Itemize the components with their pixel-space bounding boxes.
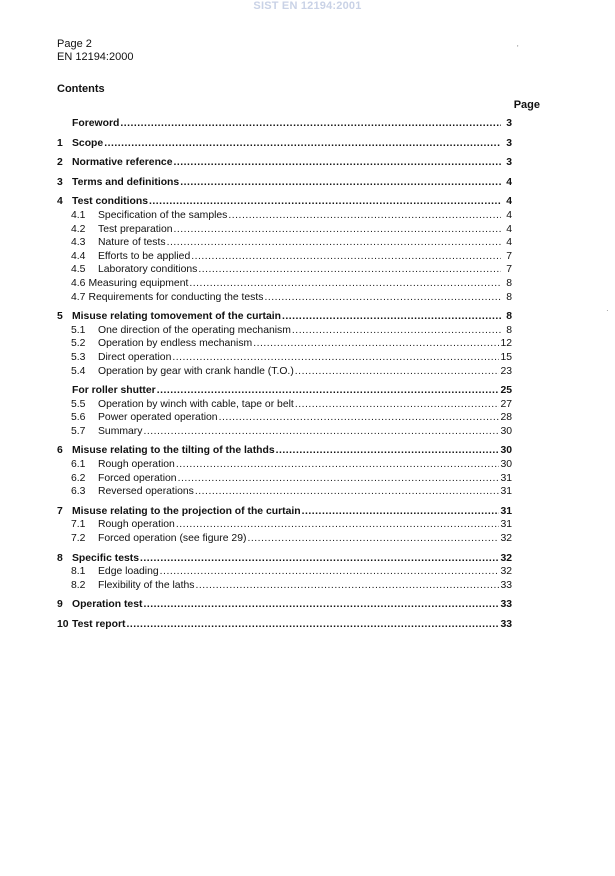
toc-entry-number: 5.4 xyxy=(71,365,86,377)
toc-leader-dots xyxy=(157,384,500,398)
toc-entry-page: 4 xyxy=(506,237,512,249)
toc-entry-number: 6.3 xyxy=(71,486,86,498)
toc-leader-dots xyxy=(104,137,501,151)
toc-entry-number: 5.1 xyxy=(71,324,86,336)
toc-entry-title: Efforts to be applied xyxy=(98,250,191,262)
toc-entry-title: Direct operation xyxy=(98,351,172,363)
toc-entry-number xyxy=(57,117,72,131)
toc-entry-title: Operation test xyxy=(72,599,143,611)
toc-leader-dots xyxy=(172,351,499,365)
toc-entry-title: Nature of tests xyxy=(98,237,166,249)
toc-entry-number: 2 xyxy=(57,157,63,169)
toc-subsection-entry[interactable] xyxy=(57,291,512,305)
toc-section-entry[interactable] xyxy=(57,598,512,612)
toc-entry-number: 4.7 xyxy=(71,291,86,303)
toc-leader-dots xyxy=(295,365,500,379)
toc-entry-number: 6 xyxy=(57,445,63,457)
toc-entry-page: 27 xyxy=(500,398,512,410)
contents-title: Contents xyxy=(57,83,105,95)
toc-entry-number: 3 xyxy=(57,176,63,188)
toc-entry-title: Misuse relating tomovement of the curtain xyxy=(72,311,281,323)
toc-leader-dots xyxy=(174,223,501,237)
toc-entry-page: 32 xyxy=(500,552,512,564)
toc-entry-number: 5.6 xyxy=(71,412,86,424)
toc-entry-page: 3 xyxy=(506,157,512,169)
toc-subsection-entry[interactable] xyxy=(57,365,512,379)
toc-entry-title: One direction of the operating mechanism xyxy=(98,324,291,336)
toc-subsection-entry[interactable] xyxy=(57,236,512,250)
toc-entry-title: Test report xyxy=(72,619,126,630)
toc-leader-dots xyxy=(295,398,500,412)
toc-section-entry[interactable] xyxy=(57,195,512,209)
toc-entry-number: 4.2 xyxy=(71,223,86,235)
toc-entry-title: Specification of the samples xyxy=(98,209,228,221)
toc-entry-number: 4.6 xyxy=(71,277,86,289)
toc-subsection-entry[interactable] xyxy=(57,411,512,425)
toc-leader-dots xyxy=(282,310,501,324)
toc-subsection-entry[interactable] xyxy=(57,337,512,351)
toc-entry-number: 5.7 xyxy=(71,425,86,437)
toc-leader-dots xyxy=(143,425,499,439)
toc-entry-number: 4.4 xyxy=(71,250,86,262)
toc-leader-dots xyxy=(149,195,501,209)
toc-entry-number xyxy=(57,384,72,398)
toc-entry-page: 3 xyxy=(506,137,512,149)
toc-subsection-entry[interactable] xyxy=(57,250,512,264)
toc-section-entry[interactable] xyxy=(57,176,512,190)
toc-leader-dots xyxy=(228,209,501,223)
toc-leader-dots xyxy=(247,532,499,546)
toc-entry-page: 3 xyxy=(506,118,512,129)
toc-entry-title: Test conditions xyxy=(72,196,149,208)
toc-section-entry[interactable] xyxy=(57,137,512,151)
toc-entry-page: 31 xyxy=(500,505,512,517)
toc-entry-title: Misuse relating to the tilting of the lathds xyxy=(72,445,275,457)
toc-entry-page: 33 xyxy=(500,579,512,591)
toc-leader-dots xyxy=(160,565,500,579)
toc-section-entry[interactable] xyxy=(57,384,512,398)
toc-entry-page: 30 xyxy=(500,445,512,457)
toc-entry-title: Operation by winch with cable, tape or belt xyxy=(98,398,294,410)
toc-entry-number: 8.1 xyxy=(71,566,86,578)
toc-entry-title: For roller shutter xyxy=(72,385,156,397)
toc-entry-page: 4 xyxy=(506,176,512,188)
toc-entry-page: 31 xyxy=(500,519,512,531)
toc-entry-page: 33 xyxy=(500,599,512,611)
toc-leader-dots xyxy=(195,579,499,593)
scan-speck: · xyxy=(606,306,609,315)
toc-entry-title: Summary xyxy=(98,425,143,437)
toc-leader-dots xyxy=(219,411,500,425)
toc-entry-title: Flexibility of the laths xyxy=(98,579,195,591)
toc-leader-dots xyxy=(264,291,501,305)
toc-leader-dots xyxy=(127,618,500,632)
toc-subsection-entry[interactable] xyxy=(57,223,512,237)
toc-entry-title: Foreword xyxy=(72,118,120,129)
toc-entry-page: 8 xyxy=(506,324,512,336)
toc-entry-page: 32 xyxy=(500,566,512,578)
toc-entry-number: 7.1 xyxy=(71,519,86,531)
toc-subsection-entry[interactable] xyxy=(57,565,512,579)
toc-leader-dots xyxy=(167,236,501,250)
toc-entry-page: 31 xyxy=(500,472,512,484)
toc-subsection-entry[interactable] xyxy=(57,472,512,486)
toc-entry-page: 4 xyxy=(506,196,512,208)
toc-entry-title: Forced operation xyxy=(98,472,177,484)
scan-speck: ' xyxy=(517,44,519,53)
toc-section-entry[interactable] xyxy=(57,156,512,170)
toc-leader-dots xyxy=(178,472,500,486)
toc-leader-dots xyxy=(176,458,500,472)
toc-entry-number: 7 xyxy=(57,505,63,517)
toc-entry-number: 5.3 xyxy=(71,351,86,363)
page-column-label: Page xyxy=(513,99,540,111)
toc-entry-number: 9 xyxy=(57,599,63,611)
toc-leader-dots xyxy=(189,277,501,291)
toc-entry-number: 4.5 xyxy=(71,264,86,276)
toc-leader-dots xyxy=(292,324,501,338)
toc-entry-title: Edge loading xyxy=(98,566,159,578)
toc-entry-number: 6.2 xyxy=(71,472,86,484)
toc-section-entry[interactable] xyxy=(57,505,512,519)
toc-leader-dots xyxy=(198,263,501,277)
toc-leader-dots xyxy=(120,117,501,131)
toc-entry-page: 32 xyxy=(500,533,512,545)
toc-entry-title: Normative reference xyxy=(72,157,173,169)
toc-entry-title: Requirements for conducting the tests xyxy=(88,291,264,303)
toc-subsection-entry[interactable] xyxy=(57,398,512,412)
toc-entry-number: 8.2 xyxy=(71,579,86,591)
toc-entry-title: Specific tests xyxy=(72,552,139,564)
toc-entry-page: 7 xyxy=(506,250,512,262)
toc-subsection-entry[interactable] xyxy=(57,579,512,593)
toc-entry-title: Laboratory conditions xyxy=(98,264,198,276)
toc-entry-number: 1 xyxy=(57,137,63,149)
toc-entry-title: Misuse relating to the projection of the curtain xyxy=(72,505,301,517)
page-number: Page 2 xyxy=(57,38,92,50)
toc-entry-page: 8 xyxy=(506,311,512,323)
toc-entry-number: 5 xyxy=(57,311,63,323)
toc-subsection-entry[interactable] xyxy=(57,324,512,338)
toc-entry-page: 7 xyxy=(506,264,512,276)
toc-subsection-entry[interactable] xyxy=(57,351,512,365)
watermark: SIST EN 12194:2001 xyxy=(253,0,362,12)
toc-entry-page: 23 xyxy=(500,365,512,377)
toc-leader-dots xyxy=(276,444,500,458)
toc-subsection-entry[interactable] xyxy=(57,425,512,439)
toc-subsection-entry[interactable] xyxy=(57,485,512,499)
toc-entry-number: 5.2 xyxy=(71,338,86,350)
toc-entry-title: Terms and definitions xyxy=(72,176,180,188)
toc-leader-dots xyxy=(191,250,501,264)
toc-entry-title: Test preparation xyxy=(98,223,173,235)
toc-entry-page: 12 xyxy=(500,338,512,350)
toc-section-entry[interactable] xyxy=(57,117,512,131)
toc-entry-number: 7.2 xyxy=(71,533,86,545)
toc-entry-title: Operation by gear with crank handle (T.O.) xyxy=(98,365,294,377)
toc-leader-dots xyxy=(140,552,499,566)
toc-subsection-entry[interactable] xyxy=(57,263,512,277)
toc-entry-page: 4 xyxy=(506,223,512,235)
toc-subsection-entry[interactable] xyxy=(57,277,512,291)
toc-leader-dots xyxy=(176,518,500,532)
toc-entry-title: Reversed operations xyxy=(98,486,194,498)
document-id: EN 12194:2000 xyxy=(57,51,134,63)
toc-subsection-entry[interactable] xyxy=(57,458,512,472)
toc-section-entry[interactable] xyxy=(57,618,512,632)
toc-entry-title: Scope xyxy=(72,137,104,149)
toc-entry-page: 33 xyxy=(500,619,512,630)
toc-entry-title: Rough operation xyxy=(98,459,175,471)
toc-leader-dots xyxy=(180,176,501,190)
toc-entry-page: 8 xyxy=(506,291,512,303)
toc-entry-page: 8 xyxy=(506,277,512,289)
toc-entry-title: Measuring equipment xyxy=(88,277,189,289)
toc-entry-page: 30 xyxy=(500,425,512,437)
toc-subsection-entry[interactable] xyxy=(57,209,512,223)
toc-entry-page: 4 xyxy=(506,209,512,221)
toc-entry-number: 4.1 xyxy=(71,209,86,221)
toc-entry-title: Rough operation xyxy=(98,519,175,531)
toc-entry-page: 28 xyxy=(500,412,512,424)
toc-entry-page: 25 xyxy=(500,385,512,397)
toc-entry-page: 31 xyxy=(500,486,512,498)
toc-section-entry[interactable] xyxy=(57,552,512,566)
toc-entry-number: 6.1 xyxy=(71,459,86,471)
toc-leader-dots xyxy=(253,337,499,351)
toc-leader-dots xyxy=(174,156,502,170)
toc-entry-page: 30 xyxy=(500,459,512,471)
toc-subsection-entry[interactable] xyxy=(57,518,512,532)
toc-entry-page: 15 xyxy=(500,351,512,363)
page-header xyxy=(57,38,133,64)
toc-entry-number: 4.3 xyxy=(71,237,86,249)
table-of-contents xyxy=(57,117,512,632)
toc-entry-title: Power operated operation xyxy=(98,412,218,424)
toc-entry-number: 10 xyxy=(57,619,69,630)
toc-leader-dots xyxy=(143,598,499,612)
toc-entry-number: 4 xyxy=(57,196,63,208)
toc-entry-title: Operation by endless mechanism xyxy=(98,338,253,350)
toc-entry-title: Forced operation (see figure 29) xyxy=(98,533,247,545)
toc-leader-dots xyxy=(302,505,500,519)
toc-entry-number: 5.5 xyxy=(71,398,86,410)
toc-entry-number: 8 xyxy=(57,552,63,564)
toc-leader-dots xyxy=(195,485,500,499)
toc-section-entry[interactable] xyxy=(57,310,512,324)
toc-section-entry[interactable] xyxy=(57,444,512,458)
toc-subsection-entry[interactable] xyxy=(57,532,512,546)
